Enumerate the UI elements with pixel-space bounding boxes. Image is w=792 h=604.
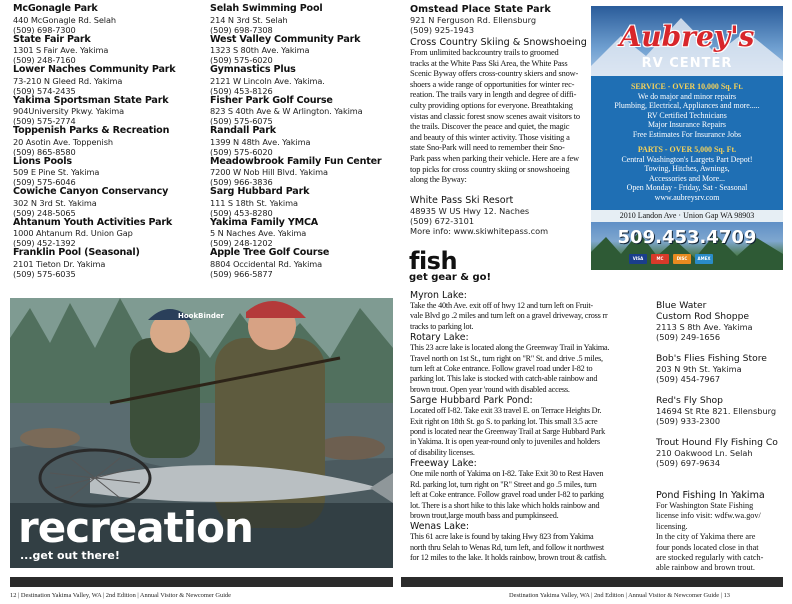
white-pass-name: White Pass Ski Resort [410, 195, 514, 206]
payment-card-icon: VISA [629, 254, 647, 264]
listing-entry [210, 96, 381, 127]
listing-entry [13, 4, 175, 35]
pond-fishing-line: licensing. [656, 521, 688, 531]
listing-entry [210, 218, 381, 249]
listing-detail: 1399 N 48th Ave. Yakima [210, 136, 311, 147]
cross-country-text-line: tracks at the White Pass Ski Area, the White Pass [410, 58, 568, 68]
listing-detail: (509) 575-6020 [210, 55, 273, 65]
listing-name: Yakima Family YMCA [210, 216, 319, 228]
listing-entry [13, 187, 175, 218]
ad-text-line: www.aubreysrv.com [654, 192, 720, 202]
lake-description-line: This 23 acre lake is located along the Greenway Trail in Yakima. [410, 343, 610, 353]
lake-description-line: One mile north of Yakima on I-82. Take Exit 30 to Rest Haven [410, 469, 604, 479]
lake-name: Rotary Lake: [410, 332, 469, 344]
pond-fishing-line: are stocked regularly with catch- [656, 553, 764, 563]
shop-detail: (509) 249-1656 [656, 332, 721, 342]
footer-left: 12 | Destination Yakima Valley, WA | 2nd Edition | Annual Visitor & Newcomer Guide [10, 592, 232, 599]
lake-description-line: parking lot. This lake is stocked with catch-able rainbow and [410, 374, 598, 384]
shop-entry [656, 353, 786, 384]
shop-detail: (509) 933-2300 [656, 416, 721, 426]
footer-right: Destination Yakima Valley, WA | 2nd Edition | Annual Visitor & Newcomer Guide | 13 [509, 592, 731, 599]
fish-title: fish [409, 247, 458, 275]
cross-country-text-line: vistas and classic forest snow scenes await visitors to [410, 111, 580, 121]
lake-description-line: lot. There is a short hike to this lake which holds rainbow and [410, 500, 600, 510]
listing-detail: 214 N 3rd St. Selah [210, 14, 288, 25]
cross-country-text-line: state Sno-Park will need to remember their Sno- [410, 143, 565, 153]
listing-name: Yakima Sportsman State Park [13, 94, 169, 106]
lake-description-line: This 61 acre lake is found by taking Hwy 823 from Yakima [410, 532, 594, 542]
ad-text-line: Accessories and More... [648, 173, 726, 183]
listing-detail: 1301 S Fair Ave. Yakima [13, 45, 109, 55]
lake-description-line: left at Coke entrance. Follow gravel road under I-82 to parking [410, 490, 604, 500]
ad-text-line: Open Monday - Friday, Sat - Seasonal [626, 183, 748, 192]
listing-entry [13, 126, 175, 157]
cross-country-text-line: reation. The trails vary in length and degree of diffi- [410, 90, 577, 100]
lake-description-line: pond is located near the Greenway Trail at Sarge Hubbard Park [410, 427, 606, 437]
fish-subtitle: get gear & go! [409, 272, 492, 283]
listing-detail: 302 N 3rd St. Yakima [13, 197, 97, 208]
omstead-line-1: 921 N Ferguson Rd. Ellensburg [410, 15, 537, 25]
listings-column-2 [210, 4, 381, 279]
ad-text-line: RV Certified Technicians [647, 110, 727, 120]
lake-description-line: for 12 miles to the lake. It holds rainbow, brown trout & catfish. [410, 553, 607, 563]
listing-name: Ahtanum Youth Activities Park [13, 216, 173, 228]
listing-detail: 8804 Occidental Rd. Yakima [210, 258, 323, 269]
listing-detail: 509 E Pine St. Yakima [13, 167, 100, 177]
lake-entry [410, 290, 650, 332]
cross-country-text-line: culty providing options for everyone. Breathtaking [410, 100, 573, 110]
pond-fishing-line: For Washington State Fishing [656, 501, 754, 510]
listing-detail: 7200 W Nob Hill Blvd. Yakima [210, 167, 328, 177]
listing-name: Selah Swimming Pool [210, 3, 323, 14]
shop-detail: 210 Oakwood Ln. Selah [656, 448, 753, 458]
lake-description-line: Exit right on 18th St. go S. to parking lot. This small 3.5 acre [410, 416, 598, 426]
pond-fishing-line: four ponds located close in that [656, 542, 759, 552]
shop-detail: (509) 454-7967 [656, 374, 721, 384]
lake-entry [410, 458, 650, 521]
listing-detail: (509) 575-6046 [13, 177, 76, 187]
cross-country-title: Cross Country Skiing & Snowshoeing [410, 37, 587, 48]
lake-entry [410, 395, 650, 458]
shop-entry [656, 395, 786, 426]
listing-detail: (509) 575-6020 [210, 146, 273, 157]
ad-text-line: Free Estimates For Insurance Jobs [632, 129, 742, 139]
white-pass-more-info: More info: www.skiwhitepass.com [410, 226, 549, 236]
ad-text-line: We do major and minor repairs [637, 91, 737, 101]
listing-detail: (509) 966-5877 [210, 268, 273, 279]
shop-detail: 14694 St Rte 821. Ellensburg [656, 406, 777, 416]
listing-entry [13, 157, 175, 188]
listing-detail: (509) 698-7308 [210, 24, 273, 35]
listing-detail: 111 S 18th St. Yakima [210, 197, 298, 208]
shop-name: Blue Water [656, 300, 707, 311]
recreation-title: recreation [18, 503, 253, 552]
ad-text-line: Central Washington's Largets Part Depot! [621, 154, 753, 164]
shop-entry [656, 437, 786, 468]
listing-detail: 823 S 40th Ave & W Arlington. Yakima [210, 106, 363, 116]
hat-logo-text: HookBinder [178, 312, 225, 320]
lake-description-line: Located off I-82. Take exit 33 travel E. on Terrace Heights Dr. [410, 406, 602, 416]
pond-fishing-line: able rainbow and brown trout. [656, 563, 755, 573]
listing-name: Lions Pools [13, 155, 72, 167]
white-pass-line-2: (509) 672-3101 [410, 216, 475, 226]
lake-description-line: brown trout,large mouth bass and pumpkinseed. [410, 510, 559, 520]
listing-name: Sarg Hubbard Park [210, 186, 310, 197]
cross-country-text-line: Scenic Byway offers cross-country skiers and snow- [410, 69, 579, 79]
lake-entry [410, 521, 650, 563]
white-pass-line-1: 48935 W US Hwy 12. Naches [410, 206, 530, 216]
listing-detail: (509) 453-8280 [210, 207, 273, 218]
listing-entry [13, 65, 175, 96]
listing-detail: 1323 S 80th Ave. Yakima [210, 45, 310, 55]
listing-entry [13, 218, 175, 249]
lake-name: Myron Lake: [410, 290, 467, 301]
listing-entry [210, 35, 381, 66]
shop-name-line-2: Custom Rod Shoppe [656, 311, 750, 322]
listing-name: State Fair Park [13, 33, 91, 45]
recreation-photo [10, 298, 393, 568]
cross-country-text-line: the trails. Discover the peace and quiet, the magic [410, 122, 570, 132]
lake-description-line: of disability licenses. [410, 447, 475, 457]
omstead-listing [410, 4, 588, 35]
shop-name: Red's Fly Shop [656, 395, 723, 406]
listing-name: Fisher Park Golf Course [210, 94, 333, 106]
ad-logo: Aubrey's [619, 20, 755, 53]
pond-fishing-title: Pond Fishing In Yakima [656, 490, 765, 501]
pond-fishing-line: license info visit: wdfw.wa.gov/ [656, 511, 761, 521]
cross-country-text-line: and beauty of this winter activity. Those visiting a [410, 132, 570, 142]
listing-name: Apple Tree Golf Course [210, 247, 330, 258]
pond-fishing-section [656, 490, 786, 574]
lake-description-line: tracks to parking lot. [410, 321, 474, 331]
ad-text-line: Plumbing, Electrical, Appliances and more..... [614, 101, 760, 110]
lake-name: Freeway Lake: [410, 458, 477, 470]
lake-description-line: brown trout. Open year 'round with disabled access. [410, 384, 570, 394]
listing-entry [210, 187, 381, 218]
omstead-name: Omstead Place State Park [410, 4, 551, 15]
listing-detail: 20 Asotin Ave. Toppenish [13, 136, 113, 147]
listing-detail: 2121 W Lincoln Ave. Yakima. [210, 75, 325, 86]
lake-description-line: Travel north on 1st St., turn right on "R" St. and drive .5 miles, [410, 353, 603, 363]
aubreys-rv-ad [591, 6, 783, 270]
ad-phone: 509.453.4709 [617, 227, 757, 248]
lake-description-line: Take the 40th Ave. exit off of hwy 12 and turn left on Fruit- [410, 301, 593, 310]
listing-detail: 904University Pkwy. Yakima [13, 106, 125, 116]
listing-detail: (509) 453-8126 [210, 85, 273, 96]
listing-detail: (509) 966-3836 [210, 177, 273, 187]
lake-description-line: Rd. parking lot, turn right on "R" Street and go .5 miles, turn [410, 479, 597, 489]
listing-name: Lower Naches Community Park [13, 64, 176, 75]
ad-text-line: Major Insurance Repairs [647, 120, 726, 129]
listing-entry [210, 126, 381, 157]
payment-card-icon: AMEX [695, 254, 713, 264]
listing-detail: 2101 Tieton Dr. Yakima [13, 258, 106, 269]
listing-detail: (509) 248-5065 [13, 207, 76, 218]
listing-detail: (509) 865-8580 [13, 146, 76, 157]
footer-bar-right [401, 577, 783, 587]
listing-detail: (509) 574-2435 [13, 85, 76, 96]
white-pass-listing [410, 195, 590, 236]
lake-name: Wenas Lake: [410, 521, 470, 533]
listing-detail: 5 N Naches Ave. Yakima [210, 228, 307, 238]
listing-detail: 440 McGonagle Rd. Selah [13, 14, 116, 25]
listing-detail: (509) 575-6035 [13, 268, 76, 279]
pond-fishing-line: In the city of Yakima there are [656, 532, 756, 542]
ad-body [591, 82, 783, 202]
payment-card-icon: MC [651, 254, 669, 264]
listing-entry [210, 65, 381, 96]
listing-entry [210, 4, 381, 35]
cross-country-text-line: along the Byway: [410, 175, 467, 185]
listing-detail: (509) 575-2774 [13, 116, 76, 126]
shops-list [656, 300, 786, 479]
shop-detail: 2113 S 8th Ave. Yakima [656, 322, 753, 332]
footer-bar-left [10, 577, 393, 587]
shop-name: Bob's Flies Fishing Store [656, 353, 767, 364]
listing-detail: (509) 248-1202 [210, 238, 273, 248]
lake-entry [410, 332, 650, 395]
shop-detail: 203 N 9th St. Yakima [656, 364, 742, 374]
listing-detail: (509) 698-7300 [13, 24, 76, 35]
cross-country-section [410, 37, 590, 186]
listing-name: McGonagle Park [13, 3, 98, 14]
listings-column-1 [13, 4, 175, 279]
cross-country-text-line: Park pass when parking their vehicle. Here are a few [410, 153, 579, 163]
listing-name: Gymnastics Plus [210, 64, 296, 75]
listing-entry [13, 35, 175, 66]
listing-detail: (509) 452-1392 [13, 238, 76, 248]
listing-entry [13, 96, 175, 127]
lake-description-line: turn left at Coke entrance. Follow gravel road under I-82 to [410, 364, 593, 374]
lakes-list [410, 290, 650, 564]
lake-description-line: in Yakima. It is open year-round only to juveniles and holders [410, 437, 600, 447]
cross-country-text-line: shoers a wide range of opportunities for winter rec- [410, 79, 575, 89]
listing-detail: (509) 575-6075 [210, 116, 273, 126]
shop-detail: (509) 697-9634 [656, 458, 721, 468]
cross-country-text-line: top picks for cross country skiing or snowshoeing [410, 164, 570, 174]
shop-entry [656, 300, 786, 342]
ad-address: 2010 Landon Ave · Union Gap WA 98903 [591, 210, 783, 222]
listing-detail: 73-210 N Gleed Rd. Yakima [13, 75, 123, 86]
ad-rv-center: RV CENTER [641, 56, 733, 71]
omstead-line-2: (509) 925-1943 [410, 25, 475, 35]
cross-country-text-line: From unlimited backcountry trails to groomed [410, 48, 559, 57]
listing-entry [13, 248, 175, 279]
ad-text-line: Towing, Hitches, Awnings, [644, 164, 730, 173]
listing-name: West Valley Community Park [210, 33, 361, 45]
listing-name: Toppenish Parks & Recreation [13, 125, 170, 136]
listing-name: Franklin Pool (Seasonal) [13, 247, 140, 258]
listing-detail: (509) 248-7160 [13, 55, 76, 65]
lake-description-line: vale Blvd go .2 miles and turn left on a gravel driveway, cross rr [410, 311, 608, 321]
ad-heading-line: SERVICE - OVER 10,000 Sq. Ft. [631, 82, 743, 91]
listing-entry [210, 157, 381, 188]
lake-description-line: north thru Selah to Wenas Rd, turn left, and follow it northwest [410, 542, 605, 552]
recreation-subtitle: ...get out there! [20, 549, 120, 562]
ad-heading-line: PARTS - OVER 5,000 Sq. Ft. [637, 145, 737, 154]
payment-card-icon: DISC [673, 254, 691, 264]
listing-detail: 1000 Ahtanum Rd. Union Gap [13, 228, 133, 238]
shop-name: Trout Hound Fly Fishing Co [656, 437, 778, 448]
lake-name: Sarge Hubbard Park Pond: [410, 395, 533, 407]
listing-name: Randall Park [210, 125, 276, 136]
listing-entry [210, 248, 381, 279]
listing-name: Cowiche Canyon Conservancy [13, 186, 169, 197]
listing-name: Meadowbrook Family Fun Center [210, 155, 382, 167]
